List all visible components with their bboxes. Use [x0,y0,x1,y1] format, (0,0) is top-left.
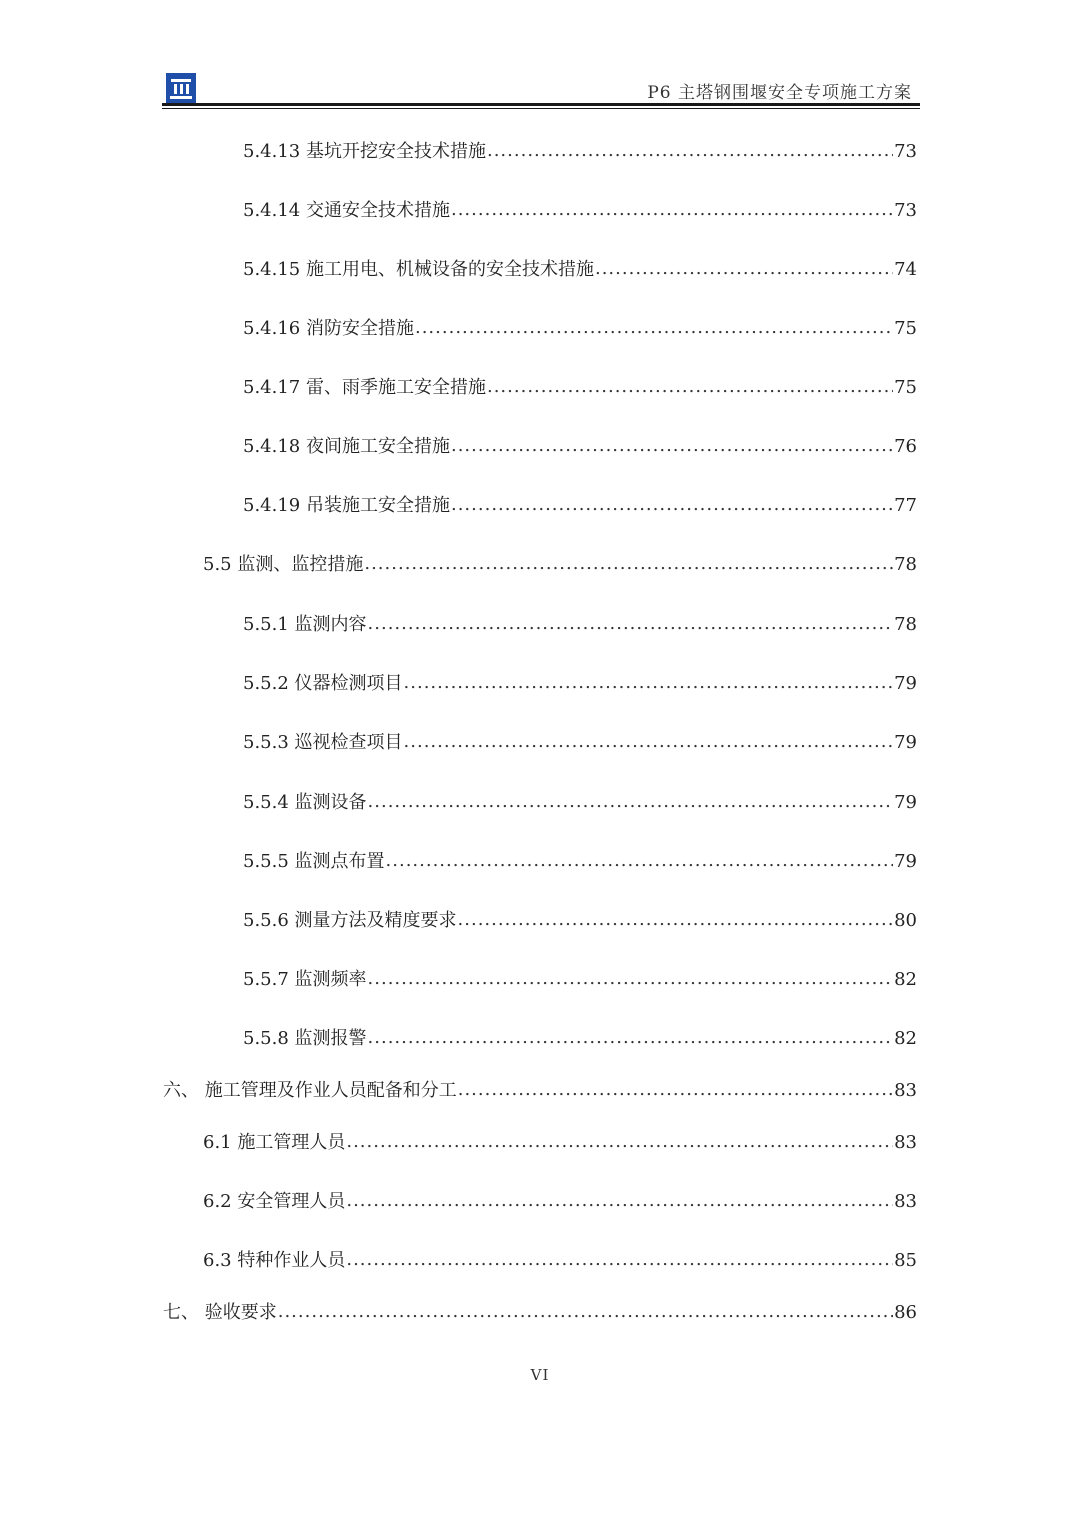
toc-entry[interactable] [243,139,917,165]
toc-dot-leader [451,492,893,518]
toc-entry-label: 5.4.17 雷、雨季施工安全措施 [243,377,486,398]
toc-entry-label: 5.5.1 监测内容 [243,614,367,635]
toc-entry-page-number: 83 [894,1191,917,1212]
toc-dot-leader [404,670,894,696]
toc-entry-page-number: 75 [894,377,917,398]
toc-dot-leader [487,138,893,164]
toc-entry[interactable] [163,1300,917,1326]
toc-entry-page-number: 79 [894,673,917,694]
toc-entry-label: 5.5.8 监测报警 [243,1028,367,1049]
toc-entry-page-number: 82 [894,969,917,990]
toc-entry[interactable] [243,849,917,875]
toc-entry-label: 5.4.15 施工用电、机械设备的安全技术措施 [243,259,594,280]
toc-entry-label: 5.5.7 监测频率 [243,969,367,990]
toc-entry-label: 6.2 安全管理人员 [203,1191,346,1212]
toc-entry-page-number: 83 [894,1080,917,1101]
page-number: VI [530,1366,550,1384]
toc-entry[interactable] [243,790,917,816]
toc-entry[interactable] [243,493,917,519]
toc-dot-leader [487,374,893,400]
toc-entry[interactable] [243,967,917,993]
toc-entry[interactable] [243,434,917,460]
toc-dot-leader [415,315,893,341]
toc-dot-leader [346,1247,893,1273]
toc-entry-label: 6.1 施工管理人员 [203,1132,346,1153]
toc-entry-label: 5.5.3 巡视检查项目 [243,732,403,753]
toc-entry-label: 七、 验收要求 [163,1302,277,1323]
toc-dot-leader [346,1188,893,1214]
toc-entry-label: 5.4.19 吊装施工安全措施 [243,495,450,516]
toc-entry[interactable] [243,908,917,934]
toc-entry[interactable] [203,552,917,578]
toc-entry[interactable] [243,1026,917,1052]
toc-dot-leader [451,433,893,459]
toc-entry[interactable] [203,1189,917,1215]
toc-dot-leader [368,1025,894,1051]
toc-entry[interactable] [163,1078,917,1104]
toc-entry-label: 六、 施工管理及作业人员配备和分工 [163,1080,457,1101]
toc-entry[interactable] [243,198,917,224]
toc-entry-label: 5.5.2 仪器检测项目 [243,673,403,694]
toc-entry-label: 5.5.4 监测设备 [243,792,367,813]
toc-dot-leader [458,907,894,933]
toc-entry-page-number: 73 [894,141,917,162]
toc-entry-label: 5.4.13 基坑开挖安全技术措施 [243,141,486,162]
toc-entry-label: 5.4.16 消防安全措施 [243,318,414,339]
toc-entry-page-number: 85 [894,1250,917,1271]
toc-dot-leader [458,1077,893,1103]
toc-entry-page-number: 79 [894,732,917,753]
toc-entry-label: 5.4.18 夜间施工安全措施 [243,436,450,457]
toc-dot-leader [451,197,893,223]
toc-entry[interactable] [203,1130,917,1156]
toc-dot-leader [595,256,893,282]
toc-entry-page-number: 82 [894,1028,917,1049]
document-title: P6 主塔钢围堰安全专项施工方案 [647,83,912,103]
toc-entry-page-number: 73 [894,200,917,221]
toc-entry-label: 5.5 监测、监控措施 [203,554,364,575]
toc-entry-page-number: 74 [894,259,917,280]
toc-entry-page-number: 79 [894,792,917,813]
toc-entry[interactable] [243,257,917,283]
toc-entry-label: 5.5.6 测量方法及精度要求 [243,910,457,931]
toc-entry-page-number: 76 [894,436,917,457]
toc-dot-leader [404,729,894,755]
toc-entry-page-number: 79 [894,851,917,872]
toc-dot-leader [346,1129,893,1155]
toc-entry[interactable] [243,612,917,638]
toc-entry[interactable] [243,671,917,697]
toc-entry[interactable] [243,316,917,342]
toc-entry-page-number: 75 [894,318,917,339]
toc-entry[interactable] [243,730,917,756]
toc-entry-label: 6.3 特种作业人员 [203,1250,346,1271]
toc-entry[interactable] [243,375,917,401]
toc-entry-page-number: 77 [894,495,917,516]
toc-entry[interactable] [203,1248,917,1274]
toc-dot-leader [386,848,894,874]
toc-dot-leader [368,789,894,815]
toc-entry-label: 5.5.5 监测点布置 [243,851,385,872]
toc-entry-page-number: 78 [894,554,917,575]
toc-dot-leader [278,1299,893,1325]
toc-entry-label: 5.4.14 交通安全技术措施 [243,200,450,221]
toc-entry-page-number: 80 [894,910,917,931]
toc-dot-leader [364,551,893,577]
toc-entry-page-number: 83 [894,1132,917,1153]
toc-dot-leader [368,966,894,992]
toc-dot-leader [368,611,894,637]
toc-entry-page-number: 78 [894,614,917,635]
toc-entry-page-number: 86 [894,1302,917,1323]
